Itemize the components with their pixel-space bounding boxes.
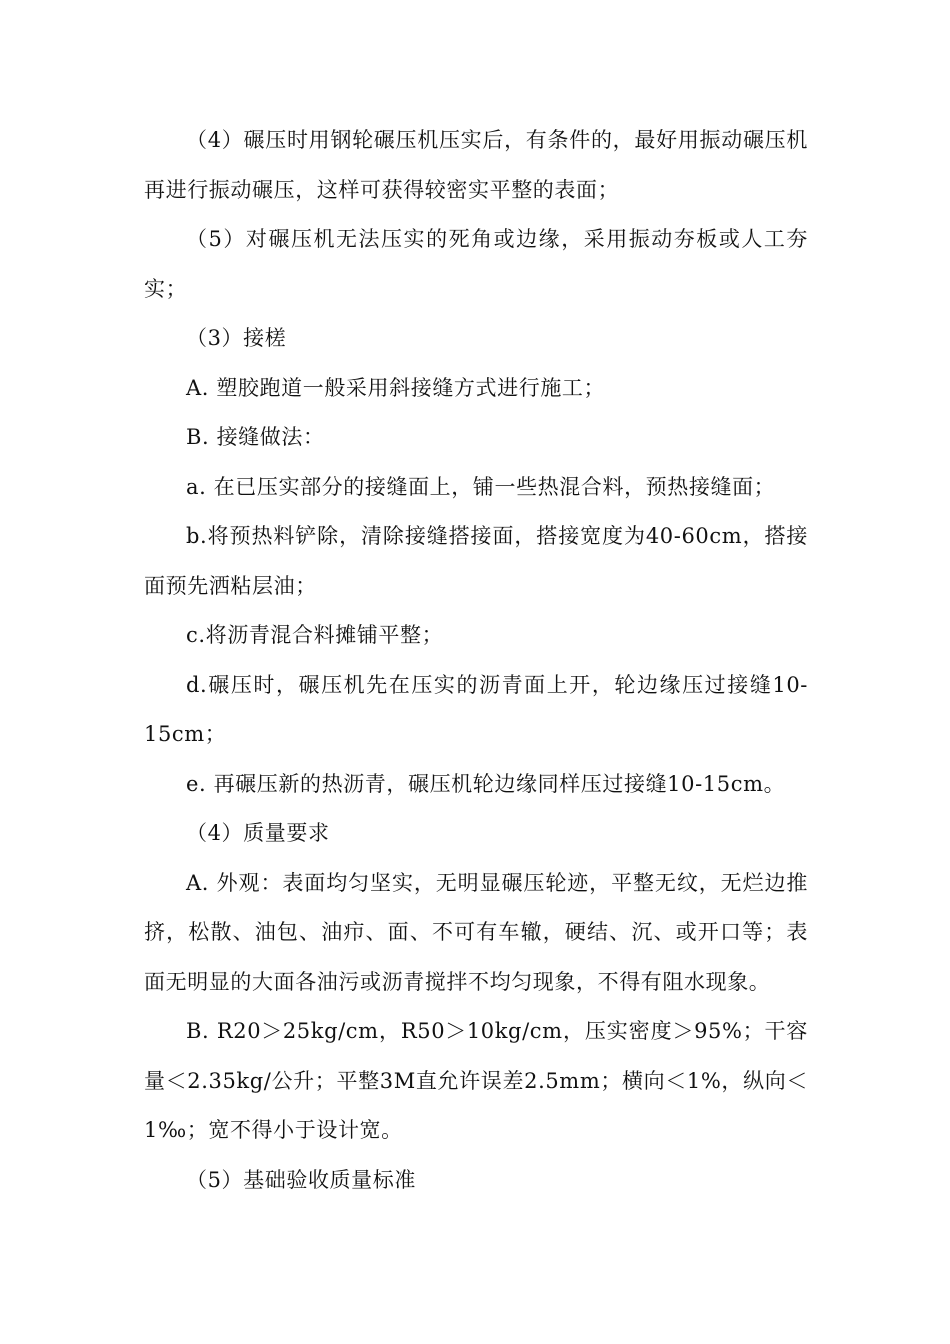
paragraph-rolling-steel-roller: （4）碾压时用钢轮碾压机压实后，有条件的，最好用振动碾压机再进行振动碾压，这样可获得较密实平整的表面； (144, 128, 808, 202)
paragraph-dead-corners-tamping: （5）对碾压机无法压实的死角或边缘，采用振动夯板或人工夯实； (144, 227, 808, 301)
list-item-b-remove-preheated: b.将预热料铲除，清除接缝搭接面，搭接宽度为40-60cm，搭接面预先洒粘层油； (144, 524, 808, 598)
paragraph-oblique-joint: A. 塑胶跑道一般采用斜接缝方式进行施工； (186, 375, 606, 400)
paragraph-specs: B. R20＞25kg/cm，R50＞10kg/cm，压实密度＞95%；干容量＜2.35kg/公升；平整3M直允许误差2.5mm；横向＜1%，纵向＜1‰；宽不得小于设计宽。 (144, 1019, 808, 1142)
heading-foundation-acceptance: （5）基础验收质量标准 (186, 1167, 416, 1192)
document-body (144, 116, 808, 1205)
list-item-a-preheat: a. 在已压实部分的接缝面上，铺一些热混合料，预热接缝面； (186, 474, 776, 499)
paragraph-appearance: A. 外观：表面均匀坚实，无明显碾压轮迹，平整无纹，无烂边推挤，松散、油包、油疖、面、不可有车辙，硬结、沉、或开口等；表面无明显的大面各油污或沥青搅拌不均匀现象，不得有阻水现象。 (144, 870, 808, 994)
heading-joints: （3）接槎 (186, 326, 287, 350)
list-item-d-rolling: d.碾压时，碾压机先在压实的沥青面上开，轮边缘压过接缝10-15cm； (144, 672, 808, 746)
list-item-c-spread: c.将沥青混合料摊铺平整； (186, 623, 444, 647)
paragraph-joint-method: B. 接缝做法： (186, 425, 325, 449)
heading-quality-requirements: （4）质量要求 (186, 821, 330, 845)
list-item-e-rolling-new: e. 再碾压新的热沥青，碾压机轮边缘同样压过接缝10-15cm。 (186, 771, 786, 796)
